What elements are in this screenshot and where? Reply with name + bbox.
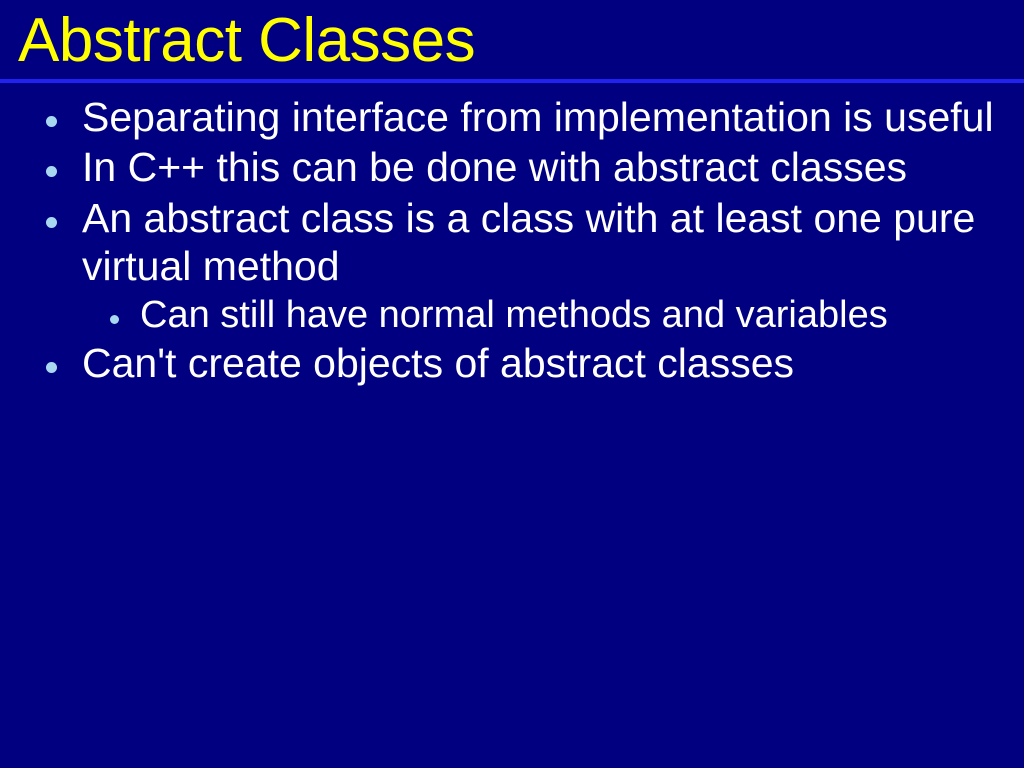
list-item <box>0 143 1024 191</box>
bullet-dot-icon <box>46 217 57 228</box>
list-item-text: Can't create objects of abstract classes <box>82 340 794 387</box>
bullet-dot-icon <box>46 116 57 127</box>
bullet-dot-icon <box>46 362 57 373</box>
list-item <box>0 339 1024 387</box>
list-item <box>0 293 1024 338</box>
list-item-text: An abstract class is a class with at least one pure virtual method <box>82 194 976 290</box>
list-item <box>0 194 1024 291</box>
list-item-text: In C++ this can be done with abstract classes <box>82 144 908 191</box>
list-item-text: Can still have normal methods and variables <box>140 293 888 336</box>
bullet-dot-icon <box>110 315 119 324</box>
list-item <box>0 93 1024 141</box>
bullet-dot-icon <box>46 166 57 177</box>
page-title: Abstract Classes <box>18 6 476 75</box>
list-item-text: Separating interface from implementation is useful <box>82 94 994 141</box>
bullet-list <box>0 83 1024 388</box>
